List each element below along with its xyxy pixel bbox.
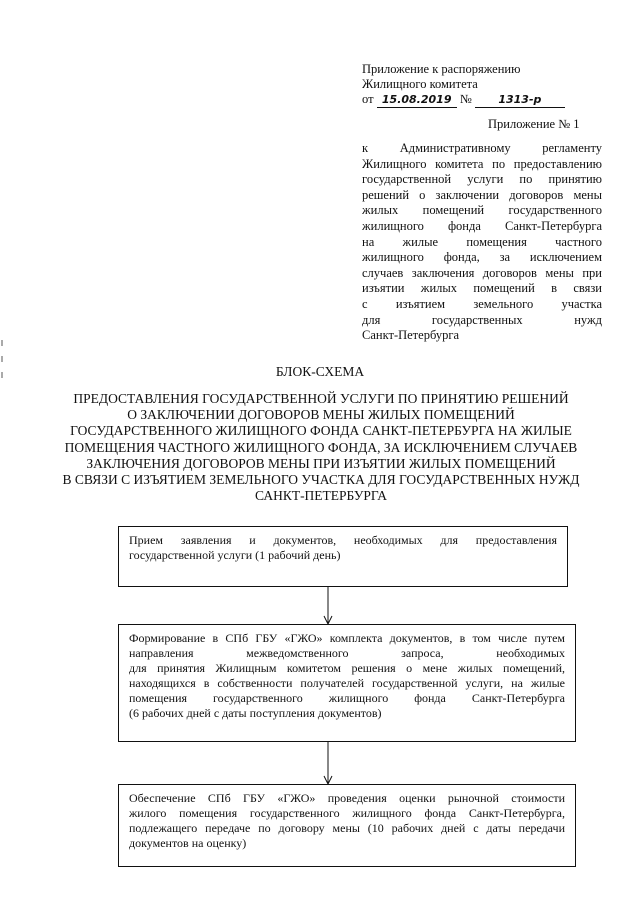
reglament-line: жилых помещений государственного [362,203,602,218]
subtitle-line: О ЗАКЛЮЧЕНИИ ДОГОВОРОВ МЕНЫ ЖИЛЫХ ПОМЕЩЕНИЙ [127,407,515,423]
reglament-line: для государственных нужд [362,312,602,327]
step-text-line: жилого помещения государственного жилищного фонда Санкт-Петербурга, [129,806,565,820]
reglament-line: случаев заключения договоров мены при [362,265,602,280]
reglament-line: с изъятием земельного участка [362,296,602,311]
header-date-number-line [362,92,602,108]
reglament-line: изъятии жилых помещений в связи [362,281,602,296]
reglament-line: на жилые помещения частного [362,234,602,249]
flow-step-1 [118,526,568,587]
page-title: БЛОК-СХЕМА [275,364,365,379]
from-label: от [362,92,374,106]
subtitle-line: В СВЯЗИ С ИЗЪЯТИЕМ ЗЕМЕЛЬНОГО УЧАСТКА ДЛЯ ГОСУДАРСТВЕННЫХ НУЖД [62,472,580,488]
handwritten-number: 1313-р [475,92,565,108]
step-text-line: документов на оценку) [129,836,247,850]
flow-arrow-1 [318,587,338,625]
header-line-2: Жилищного комитета [362,77,478,91]
step-text-line: для принятия Жилищным комитетом решения о мене жилых помещений, [129,661,565,675]
subtitle-line: ПОМЕЩЕНИЯ ЧАСТНОГО ЖИЛИЩНОГО ФОНДА, ЗА ИСКЛЮЧЕНИЕМ СЛУЧАЕВ [64,439,578,455]
reglament-line: к Административному регламенту [362,141,602,155]
reglament-reference [362,141,602,344]
reglament-line: Жилищного комитета по предоставлению [362,156,602,171]
reglament-line: Санкт-Петербурга [362,328,460,343]
flow-step-2 [118,624,576,742]
step-text-line: Формирование в СПб ГБУ «ГЖО» комплекта документов, в том числе путем [129,631,565,645]
reglament-line: жилищного фонда, за исключением [362,250,602,265]
reglament-line: государственной услуги по принятию [362,172,602,187]
step-text-line: направления межведомственного запроса, необходимых [129,646,565,660]
reglament-line: решений о заключении договоров мены [362,187,602,202]
step-text-line: (6 рабочих дней с даты поступления документов) [129,706,382,720]
page-subtitle [60,391,582,504]
subtitle-line: САНКТ-ПЕТЕРБУРГА [254,488,387,504]
subtitle-line: ГОСУДАРСТВЕННОГО ЖИЛИЩНОГО ФОНДА САНКТ-ПЕТЕРБУРГА НА ЖИЛЫЕ [70,423,572,439]
appendix-number: Приложение № 1 [488,117,580,131]
number-label: № [459,92,472,106]
header-line-1: Приложение к распоряжению [362,62,521,76]
handwritten-date: 15.08.2019 [377,92,457,108]
step-text-line: Обеспечение СПб ГБУ «ГЖО» проведения оценки рыночной стоимости [129,791,565,805]
step-text-line: находящихся в собственности получателей государственной услуги, на жилые [129,676,565,690]
scan-margin-marks [0,340,4,380]
step-text-line: помещения государственного жилищного фонда Санкт-Петербурга [129,691,565,705]
reglament-line: жилищного фонда Санкт-Петербурга [362,218,602,233]
subtitle-line: ПРЕДОСТАВЛЕНИЯ ГОСУДАРСТВЕННОЙ УСЛУГИ ПО ПРИНЯТИЮ РЕШЕНИЙ [73,391,569,406]
subtitle-line: ЗАКЛЮЧЕНИЯ ДОГОВОРОВ МЕНЫ ПРИ ИЗЪЯТИИ ЖИЛЫХ ПОМЕЩЕНИЙ [86,455,556,471]
order-header [362,62,602,108]
step-text-line: государственной услуги (1 рабочий день) [129,548,341,562]
flow-arrow-2 [318,742,338,785]
step-text-line: Прием заявления и документов, необходимых для предоставления [129,533,557,547]
flow-step-3 [118,784,576,867]
step-text-line: подлежащего передаче по договору мены (10 рабочих дней с даты передачи [129,821,565,835]
